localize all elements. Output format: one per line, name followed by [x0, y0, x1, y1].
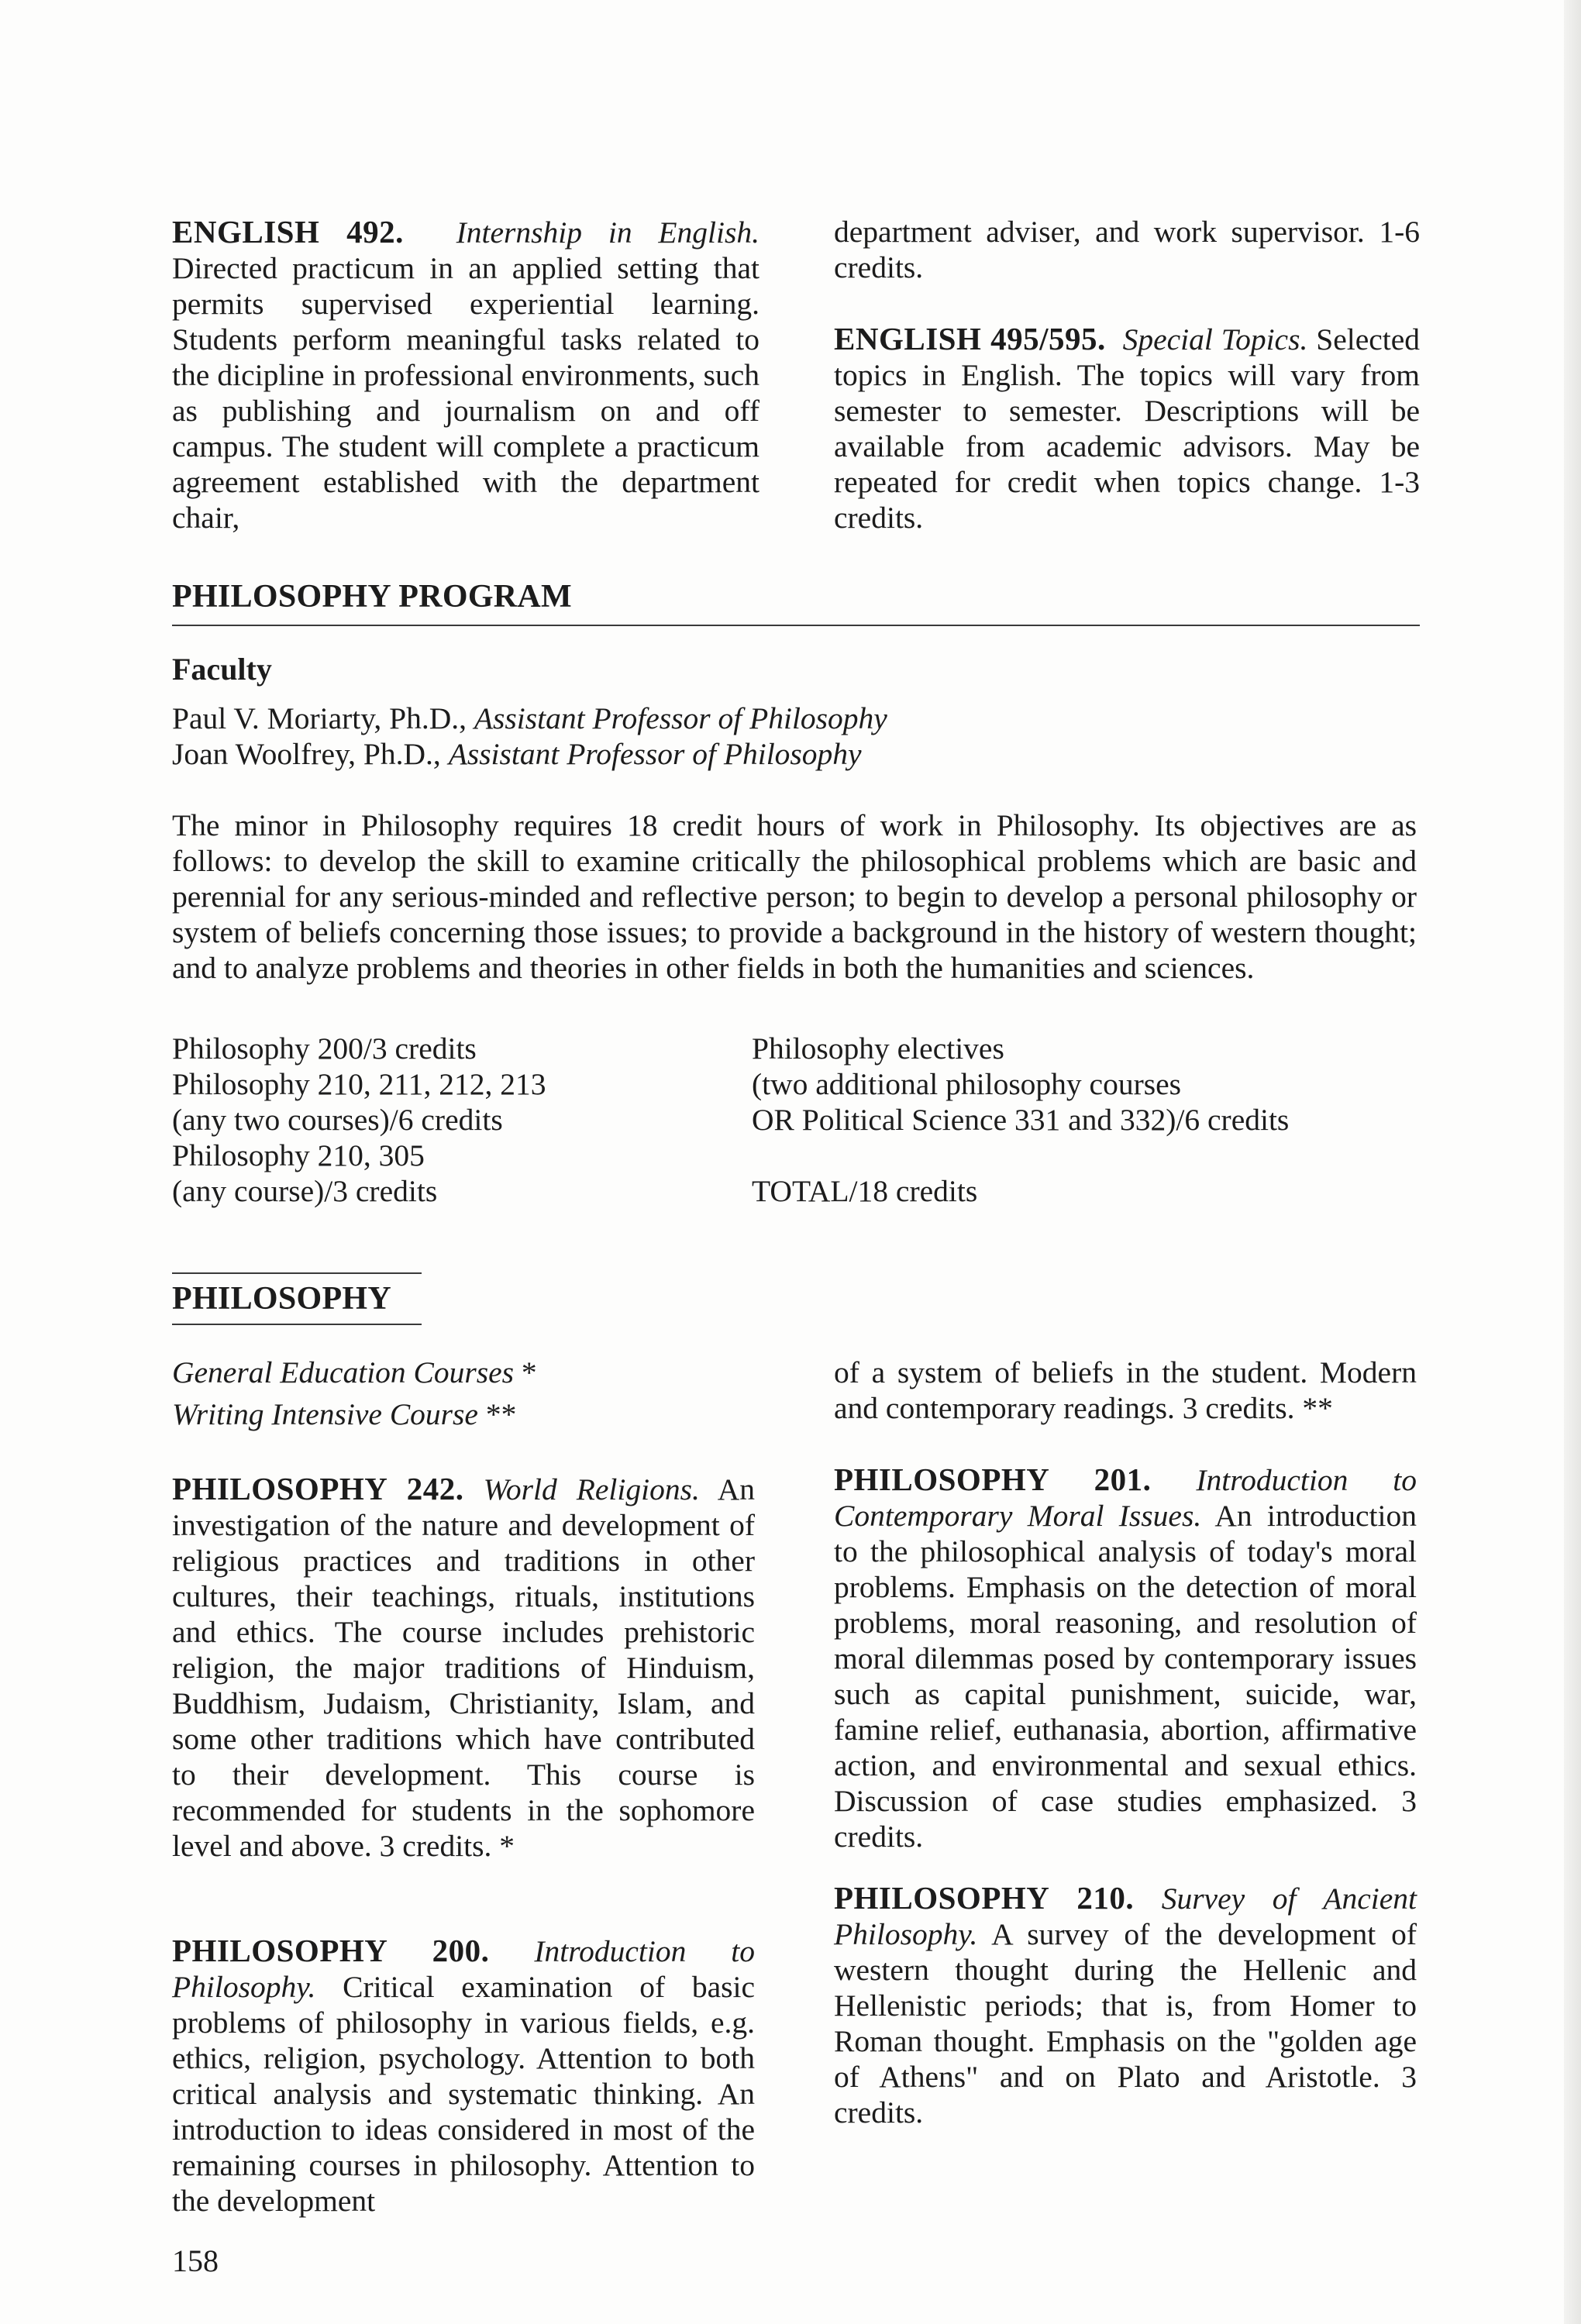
- requirement-line: (any course)/3 credits: [172, 1174, 438, 1208]
- faculty-title: Assistant Professor of Philosophy: [474, 701, 887, 735]
- legend-mark: *: [521, 1355, 537, 1389]
- requirement-line: Philosophy 210, 211, 212, 213: [172, 1067, 546, 1101]
- requirement-line: Philosophy 200/3 credits: [172, 1031, 477, 1066]
- requirement-line: (two additional philosophy courses: [752, 1067, 1182, 1101]
- course-code: PHILOSOPHY 200.: [172, 1933, 490, 1968]
- faculty-name: Joan Woolfrey, Ph.D.,: [172, 737, 441, 771]
- course-description: Critical examination of basic problems of philosophy in various fields, e.g. ethics, religion, psychology. Attention to both critical analysis and systematic thinking. An introduction to ideas considered in most of the remaining courses in philosophy. Attention to the development: [172, 1970, 755, 2218]
- faculty-member: [172, 736, 1412, 772]
- legend-item: [172, 1396, 760, 1432]
- page-edge-shadow: [1564, 0, 1581, 2324]
- course-english-495: [834, 321, 1420, 535]
- course-description-continuation: department adviser, and work supervisor. 1-6 credits.: [834, 215, 1420, 284]
- requirement-line: Philosophy 210, 305: [172, 1138, 425, 1172]
- course-english-492: [172, 214, 760, 535]
- faculty-heading: Faculty: [172, 652, 272, 687]
- course-code: ENGLISH 495/595.: [834, 321, 1106, 356]
- heading-rule-top: [172, 1272, 422, 1274]
- course-description: Directed practicum in an applied setting that permits supervised experiential learning. Students perform meaningful tasks related to the dicipline in professional environments, such as publishing and journalism on and off campus. The student will complete a practicum agreement established with the department chair,: [172, 251, 760, 535]
- section-heading-philosophy-program: PHILOSOPHY PROGRAM: [172, 579, 573, 615]
- course-description: An investigation of the nature and development of religious practices and traditions in other cultures, their teachings, rituals, institutions and ethics. The course includes prehistoric religion, the major traditions of Hinduism, Buddhism, Judaism, Christianity, Islam, and some other traditions which have contributed to their development. This course is recommended for students in the sophomore level and above. 3 credits. *: [172, 1472, 755, 1863]
- section-rule: [172, 625, 1420, 626]
- course-title: Internship in English.: [456, 215, 760, 250]
- course-philosophy-210: [834, 1880, 1417, 2130]
- requirements-left: [172, 1031, 715, 1209]
- course-description: An introduction to the philosophical analysis of today's moral problems. Emphasis on the detection of moral problems, moral reasoning, and resolution of moral dilemmas posed by contemporary issues such as capital punishment, suicide, war, famine relief, euthanasia, abortion, affirmative action, and environmental and sexual ethics. Discussion of case studies emphasized. 3 credits.: [834, 1499, 1417, 1854]
- requirement-line: Philosophy electives: [752, 1031, 1004, 1066]
- legend-mark: **: [485, 1397, 517, 1431]
- faculty-title: Assistant Professor of Philosophy: [448, 737, 862, 771]
- faculty-member: [172, 701, 1412, 736]
- course-code: ENGLISH 492.: [172, 214, 404, 250]
- course-title: Survey of Ancient Philosophy.: [834, 1882, 1417, 1951]
- course-code: PHILOSOPHY 242.: [172, 1471, 464, 1506]
- requirements-right: [752, 1031, 1410, 1138]
- program-description: [172, 807, 1417, 986]
- legend: [172, 1355, 760, 1432]
- course-philosophy-200: [172, 1933, 755, 2219]
- course-description: Selected topics in English. The topics will vary from semester to semester. Descriptions will be available from academic advisors. May be repeated for credit when topics change. 1-3 credits.: [834, 322, 1421, 535]
- course-description-continuation: of a system of beliefs in the student. Modern and contemporary readings. 3 credits. **: [834, 1355, 1417, 1425]
- course-title: Introduction to Philosophy.: [172, 1934, 755, 2004]
- course-title: Special Topics.: [1122, 322, 1308, 356]
- requirement-line: OR Political Science 331 and 332)/6 credits: [752, 1103, 1290, 1137]
- requirements-total: TOTAL/18 credits: [752, 1174, 978, 1208]
- faculty-list: [172, 701, 1412, 772]
- course-code: PHILOSOPHY 210.: [834, 1880, 1135, 1916]
- program-description-text: The minor in Philosophy requires 18 credit hours of work in Philosophy. Its objectives are as follows: to develop the skill to examine critically the philosophical problems which are basic and perennial for any serious-minded and reflective person; to begin to develop a personal philosophy or system of beliefs concerning those issues; to provide a background in the history of western thought; and to analyze problems and theories in other fields in both the humanities and sciences.: [172, 808, 1417, 985]
- course-code: PHILOSOPHY 201.: [834, 1462, 1152, 1497]
- section-heading-philosophy: PHILOSOPHY: [172, 1281, 392, 1317]
- course-philosophy-242: [172, 1471, 755, 1864]
- right-column-top: [834, 214, 1420, 535]
- heading-rule-bottom: [172, 1324, 422, 1325]
- course-philosophy-201: [834, 1462, 1417, 1854]
- course-title: Introduction to Contemporary Moral Issues.: [834, 1463, 1417, 1533]
- legend-label: General Education Courses: [172, 1355, 515, 1389]
- requirement-line: (any two courses)/6 credits: [172, 1103, 503, 1137]
- page-number: 158: [172, 2243, 219, 2278]
- legend-item: [172, 1355, 760, 1390]
- course-philosophy-200-continued: [834, 1355, 1417, 1426]
- course-title: World Religions.: [483, 1472, 700, 1506]
- legend-label: Writing Intensive Course: [172, 1397, 478, 1431]
- course-description: A survey of the development of western thought during the Hellenic and Hellenistic periods; that is, from Homer to Roman thought. Emphasis on the "golden age of Athens" and on Plato and Aristotle. 3 credits.: [834, 1917, 1417, 2129]
- faculty-name: Paul V. Moriarty, Ph.D.,: [172, 701, 467, 735]
